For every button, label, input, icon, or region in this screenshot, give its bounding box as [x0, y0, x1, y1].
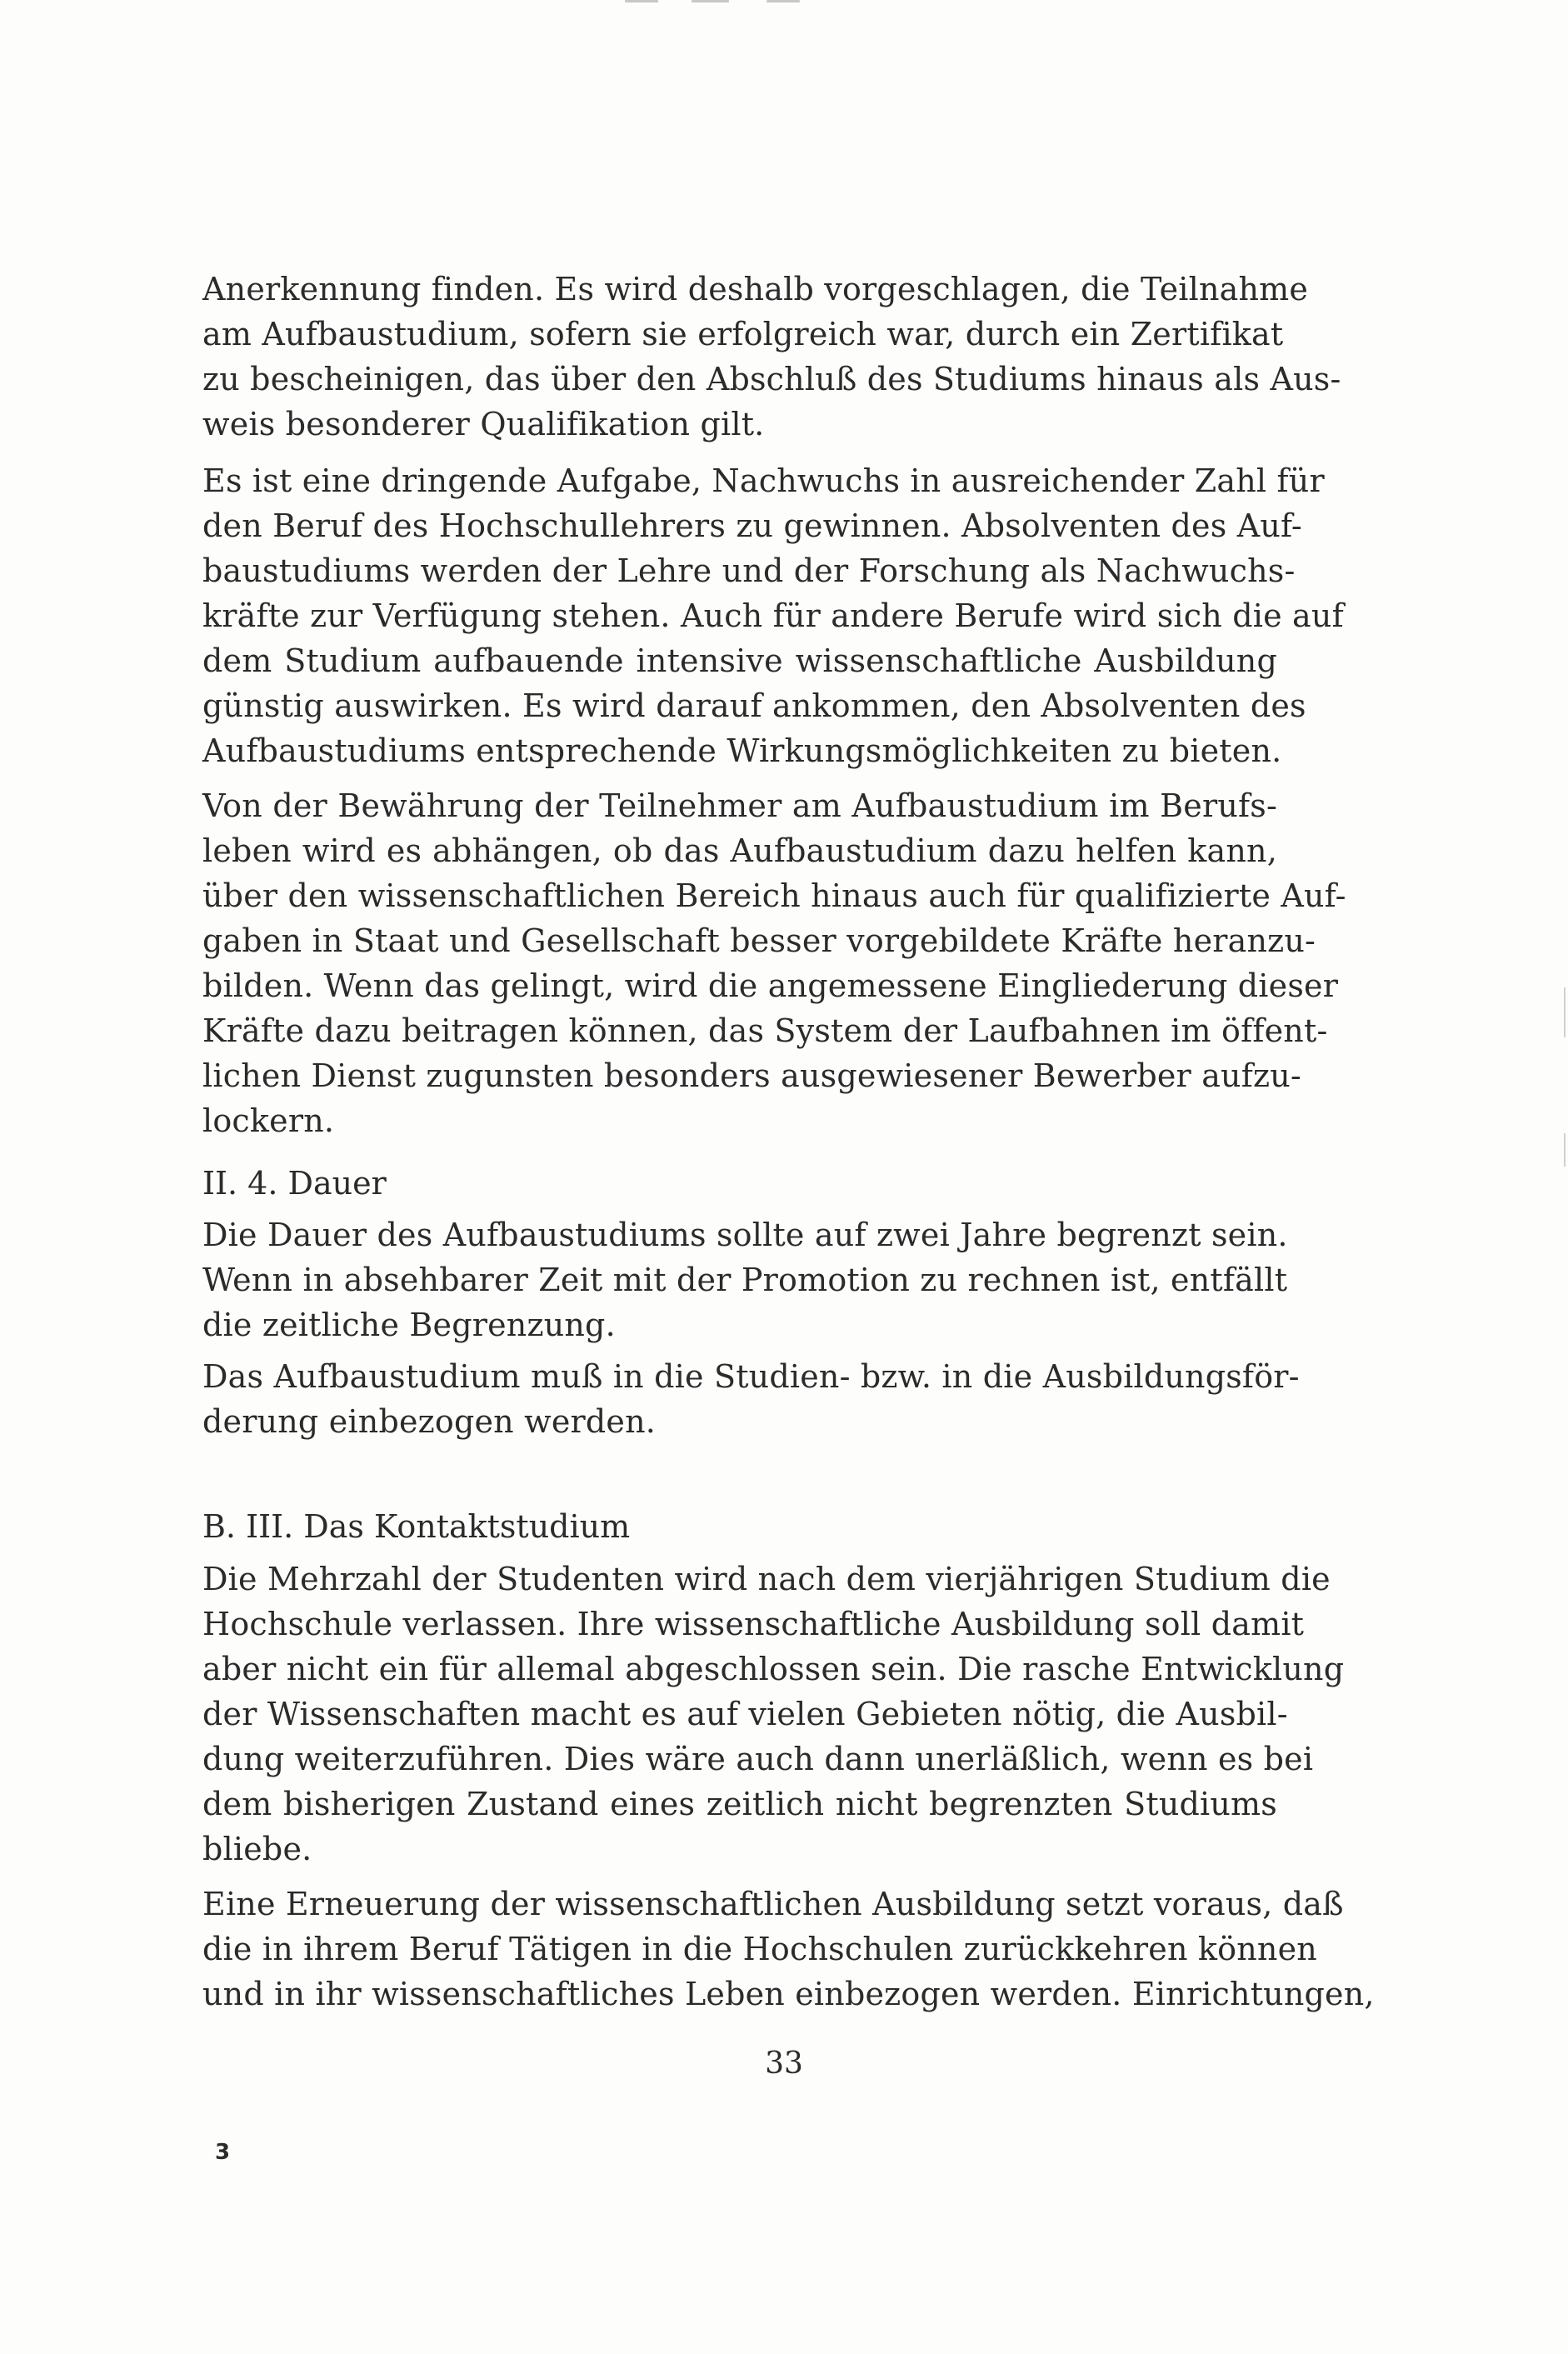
paragraph-nachwuchs — [202, 458, 1344, 773]
text-line: bliebe. — [202, 1831, 312, 1867]
text-line: dem bisherigen Zustand eines zeitlich nicht begrenzten Studiums — [202, 1786, 1277, 1822]
text-line: lichen Dienst zugunsten besonders ausgewiesener Bewerber aufzu- — [202, 1057, 1301, 1094]
text-line: weis besonderer Qualifikation gilt. — [202, 406, 765, 442]
text-line: baustudiums werden der Lehre und der Forschung als Nachwuchs- — [202, 552, 1296, 589]
paragraph-anerkennung — [202, 267, 1341, 447]
scan-edge-line — [1564, 987, 1566, 1037]
paragraph-erneuerung — [202, 1882, 1375, 2017]
text-line: und in ihr wissenschaftliches Leben einbezogen werden. Einrichtungen, — [202, 1976, 1375, 2012]
text-line: günstig auswirken. Es wird darauf ankommen, den Absolventen des — [202, 687, 1306, 724]
text-line: Eine Erneuerung der wissenschaftlichen Ausbildung setzt voraus, daß — [202, 1886, 1344, 1922]
text-line: derung einbezogen werden. — [202, 1403, 657, 1440]
text-line: die in ihrem Beruf Tätigen in die Hochschulen zurückkehren können — [202, 1931, 1317, 1967]
text-line: bilden. Wenn das gelingt, wird die angemessene Eingliederung dieser — [202, 967, 1339, 1004]
section-heading: B. III. Das Kontaktstudium — [202, 1508, 631, 1545]
text-line: lockern. — [202, 1102, 335, 1139]
text-line: Anerkennung finden. Es wird deshalb vorgeschlagen, die Teilnahme — [202, 271, 1309, 307]
paragraph-dauer — [202, 1212, 1288, 1347]
text-line: zu bescheinigen, das über den Abschluß des Studiums hinaus als Aus- — [202, 361, 1341, 397]
text-line: am Aufbaustudium, sofern sie erfolgreich war, durch ein Zertifikat — [202, 316, 1284, 352]
text-line: die zeitliche Begrenzung. — [202, 1307, 616, 1343]
text-line: Es ist eine dringende Aufgabe, Nachwuchs in ausreichender Zahl für — [202, 462, 1325, 499]
text-line: Das Aufbaustudium muß in die Studien- bzw. in die Ausbildungsför- — [202, 1358, 1300, 1395]
section-heading: II. 4. Dauer — [202, 1165, 387, 1202]
text-line: Aufbaustudiums entsprechende Wirkungsmöglichkeiten zu bieten. — [202, 732, 1282, 769]
text-line: dung weiterzuführen. Dies wäre auch dann unerläßlich, wenn es bei — [202, 1741, 1314, 1777]
text-line: leben wird es abhängen, ob das Aufbaustudium dazu helfen kann, — [202, 832, 1277, 869]
page-number: 33 — [765, 2047, 803, 2081]
text-line: Wenn in absehbarer Zeit mit der Promotion zu rechnen ist, entfällt — [202, 1262, 1288, 1298]
paragraph-foerderung — [202, 1354, 1300, 1444]
section-heading-dauer — [202, 1161, 1277, 1206]
paragraph-mehrzahl — [202, 1557, 1345, 1872]
text-line: Die Mehrzahl der Studenten wird nach dem vierjährigen Studium die — [202, 1561, 1331, 1597]
text-line: Die Dauer des Aufbaustudiums sollte auf zwei Jahre begrenzt sein. — [202, 1217, 1288, 1253]
text-line: der Wissenschaften macht es auf vielen Gebieten nötig, die Ausbil- — [202, 1696, 1288, 1732]
text-line: Hochschule verlassen. Ihre wissenschaftliche Ausbildung soll damit — [202, 1606, 1305, 1642]
paragraph-bewaehrung — [202, 783, 1346, 1143]
scan-edge-line — [1564, 1133, 1566, 1167]
text-line: gaben in Staat und Gesellschaft besser vorgebildete Kräfte heranzu- — [202, 922, 1316, 959]
text-line: dem Studium aufbauende intensive wissenschaftliche Ausbildung — [202, 642, 1277, 679]
text-line: Kräfte dazu beitragen können, das System der Laufbahnen im öffent- — [202, 1012, 1328, 1049]
text-line: über den wissenschaftlichen Bereich hinaus auch für qualifizierte Auf- — [202, 877, 1346, 914]
text-line: kräfte zur Verfügung stehen. Auch für andere Berufe wird sich die auf — [202, 597, 1344, 634]
signature-mark: 3 — [215, 2140, 231, 2165]
section-heading-kontaktstudium — [202, 1504, 1277, 1549]
text-line: aber nicht ein für allemal abgeschlossen sein. Die rasche Entwicklung — [202, 1651, 1345, 1687]
scan-edge-mark — [625, 0, 800, 7]
text-line: den Beruf des Hochschullehrers zu gewinnen. Absolventen des Auf- — [202, 507, 1302, 544]
text-line: Von der Bewährung der Teilnehmer am Aufbaustudium im Berufs- — [202, 787, 1277, 824]
